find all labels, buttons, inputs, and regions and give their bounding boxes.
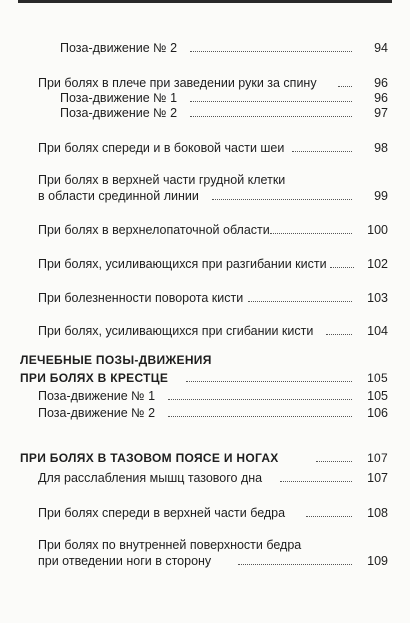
toc-entry-page: 102 — [367, 257, 388, 271]
toc-entry — [0, 40, 410, 57]
toc-entry-page: 104 — [367, 324, 388, 338]
toc-entry — [0, 405, 410, 422]
toc-entry-title: При болях в верхнелопаточной области — [38, 223, 270, 237]
top-rule — [18, 0, 392, 3]
leader-dots — [306, 516, 352, 517]
toc-entry — [0, 537, 410, 554]
leader-dots — [280, 481, 352, 482]
toc-entry — [0, 323, 410, 340]
toc-entry-page: 105 — [367, 389, 388, 403]
toc-entry-page: 106 — [367, 406, 388, 420]
leader-dots — [190, 101, 352, 102]
toc-entry — [0, 388, 410, 405]
toc-entry-title: При болях, усиливающихся при разгибании кисти — [38, 257, 327, 271]
toc-section-heading — [0, 450, 410, 467]
toc-section-heading — [0, 352, 410, 369]
toc-entry — [0, 188, 410, 205]
toc-entry — [0, 553, 410, 570]
toc-entry — [0, 505, 410, 522]
toc-entry-title: При болезненности поворота кисти — [38, 291, 244, 305]
leader-dots — [190, 51, 352, 52]
leader-dots — [316, 461, 352, 462]
toc-entry-page: 94 — [374, 41, 388, 55]
toc-entry-page: 108 — [367, 506, 388, 520]
toc-entry-page: 105 — [367, 371, 388, 385]
toc-entry — [0, 222, 410, 239]
toc-entry-page: 98 — [374, 141, 388, 155]
toc-entry-page: 107 — [367, 471, 388, 485]
toc-entry-title: Для расслабления мышц тазового дна — [38, 471, 263, 485]
toc-entry-title: ПРИ БОЛЯХ В ТАЗОВОМ ПОЯСЕ И НОГАХ — [20, 451, 279, 465]
toc-entry — [0, 470, 410, 487]
toc-entry — [0, 172, 410, 189]
toc-entry-title: Поза-движение № 1 — [38, 389, 156, 403]
leader-dots — [326, 334, 352, 335]
toc-entry-title: При болях спереди и в боковой части шеи — [38, 141, 285, 155]
leader-dots — [292, 151, 352, 152]
leader-dots — [168, 399, 352, 400]
toc-entry-title: ЛЕЧЕБНЫЕ ПОЗЫ-ДВИЖЕНИЯ — [20, 353, 212, 367]
leader-dots — [248, 301, 352, 302]
toc-entry-title: При болях в верхней части грудной клетки — [38, 173, 286, 187]
toc-entry-title: При болях спереди в верхней части бедра — [38, 506, 286, 520]
toc-entry-page: 96 — [374, 76, 388, 90]
toc-entry-title: При болях по внутренней поверхности бедра — [38, 538, 302, 552]
leader-dots — [270, 233, 352, 234]
toc-entry — [0, 256, 410, 273]
toc-entry — [0, 290, 410, 307]
toc-entry-title: При болях, усиливающихся при сгибании кисти — [38, 324, 314, 338]
toc-entry-page: 97 — [374, 106, 388, 120]
toc-entry-page: 109 — [367, 554, 388, 568]
leader-dots — [238, 564, 352, 565]
toc-entry-title: Поза-движение № 2 — [60, 106, 178, 120]
toc-entry — [0, 140, 410, 157]
toc-entry-page: 100 — [367, 223, 388, 237]
toc-entry-page: 99 — [374, 189, 388, 203]
toc-entry-title: Поза-движение № 2 — [60, 41, 178, 55]
toc-entry-page: 107 — [367, 451, 388, 465]
toc-entry-title: При болях в плече при заведении руки за спину — [38, 76, 317, 90]
toc-entry-title: в области срединной линии — [38, 189, 199, 203]
toc-entry-page: 103 — [367, 291, 388, 305]
leader-dots — [190, 116, 352, 117]
toc-entry-page: 96 — [374, 91, 388, 105]
toc-section-heading — [0, 370, 410, 387]
leader-dots — [168, 416, 352, 417]
toc-entry-title: при отведении ноги в сторону — [38, 554, 212, 568]
toc-entry-title: ПРИ БОЛЯХ В КРЕСТЦЕ — [20, 371, 169, 385]
toc-entry-title: Поза-движение № 2 — [38, 406, 156, 420]
toc-entry-title: Поза-движение № 1 — [60, 91, 178, 105]
leader-dots — [186, 381, 352, 382]
leader-dots — [212, 199, 352, 200]
toc-entry — [0, 105, 410, 122]
